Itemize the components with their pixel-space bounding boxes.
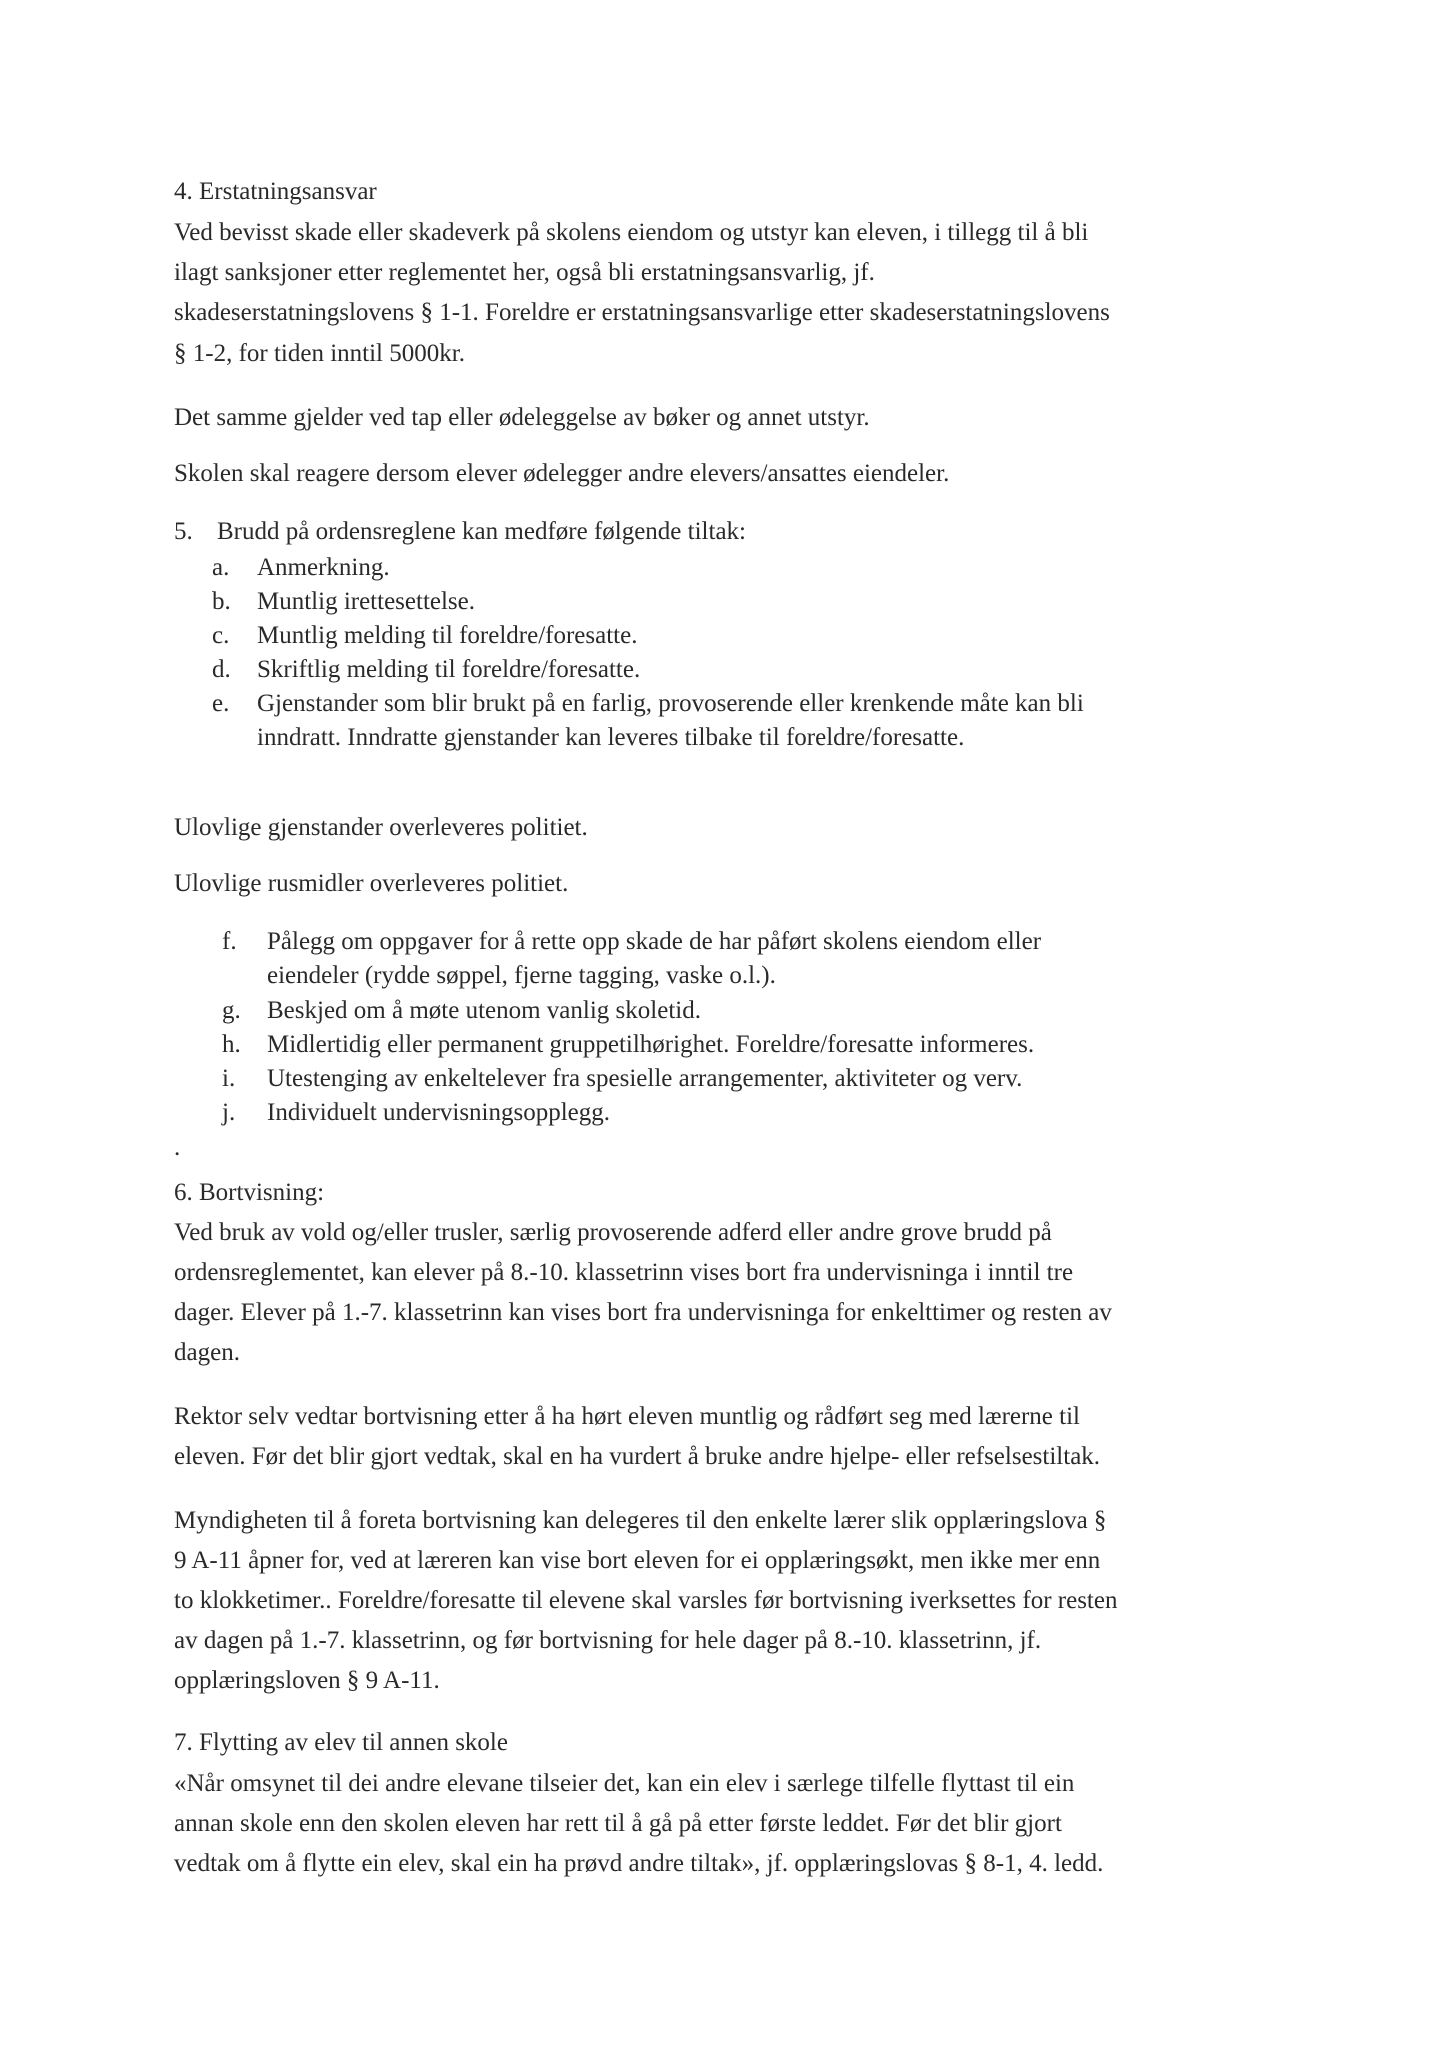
section-6-para2-line-2: eleven. Før det blir gjort vedtak, skal en ha vurdert å bruke andre hjelpe- eller refselsestiltak. [174, 1443, 1101, 1470]
list-marker-g: g. [222, 997, 241, 1024]
section-4-line-3: skadeserstatningslovens § 1-1. Foreldre er erstatningsansvarlige etter skadeserstatningslovens [174, 299, 1110, 326]
list-item-f: Pålegg om oppgaver for å rette opp skade de har påført skolens eiendom eller [267, 928, 1042, 955]
list-marker-f: f. [222, 928, 237, 955]
list-marker-h: h. [222, 1031, 241, 1058]
stray-dot: . [174, 1134, 181, 1161]
section-5-heading: Brudd på ordensreglene kan medføre følgende tiltak: [217, 518, 746, 545]
list-item-g: Beskjed om å møte utenom vanlig skoletid. [267, 997, 701, 1024]
list-item-c: Muntlig melding til foreldre/foresatte. [257, 622, 638, 649]
list-item-d: Skriftlig melding til foreldre/foresatte. [257, 656, 641, 683]
section-4-paragraph-2: Det samme gjelder ved tap eller ødeleggelse av bøker og annet utstyr. [174, 404, 870, 431]
section-4-line-2: ilagt sanksjoner etter reglementet her, også bli erstatningsansvarlig, jf. [174, 259, 875, 286]
illegal-drugs-note: Ulovlige rusmidler overleveres politiet. [174, 870, 569, 897]
list-marker-e: e. [212, 690, 230, 717]
list-marker-j: j. [222, 1099, 236, 1126]
list-item-b: Muntlig irettesettelse. [257, 588, 476, 615]
section-4-line-1: Ved bevisst skade eller skadeverk på skolens eiendom og utstyr kan eleven, i tillegg til å bli [174, 219, 1089, 246]
section-6-line-4: dagen. [174, 1339, 240, 1366]
section-4-paragraph-3: Skolen skal reagere dersom elever ødelegger andre elevers/ansattes eiendeler. [174, 460, 950, 487]
section-7-heading: 7. Flytting av elev til annen skole [174, 1729, 508, 1756]
section-6-para3-line-1: Myndigheten til å foreta bortvisning kan delegeres til den enkelte lærer slik opplæringslova § [174, 1507, 1107, 1534]
list-item-a: Anmerkning. [257, 554, 390, 581]
list-item-i: Utestenging av enkeltelever fra spesielle arrangementer, aktiviteter og verv. [267, 1065, 1023, 1092]
section-6-line-2: ordensreglementet, kan elever på 8.-10. klassetrinn vises bort fra undervisninga i inntil tre [174, 1259, 1074, 1286]
section-4-heading: 4. Erstatningsansvar [174, 178, 377, 205]
list-item-h: Midlertidig eller permanent gruppetilhørighet. Foreldre/foresatte informeres. [267, 1031, 1035, 1058]
list-item-j: Individuelt undervisningsopplegg. [267, 1099, 611, 1126]
section-6-para3-line-3: to klokketimer.. Foreldre/foresatte til elevene skal varsles før bortvisning iverksettes for resten [174, 1587, 1118, 1614]
section-6-para3-line-5: opplæringsloven § 9 A-11. [174, 1667, 440, 1694]
list-item-f-continued: eiendeler (rydde søppel, fjerne tagging, vaske o.l.). [267, 962, 776, 989]
section-6-line-1: Ved bruk av vold og/eller trusler, særlig provoserende adferd eller andre grove brudd på [174, 1219, 1052, 1246]
section-6-line-3: dager. Elever på 1.-7. klassetrinn kan vises bort fra undervisninga for enkelttimer og resten av [174, 1299, 1112, 1326]
section-5-number: 5. [174, 518, 193, 545]
section-6-para2-line-1: Rektor selv vedtar bortvisning etter å ha hørt eleven muntlig og rådført seg med lærerne til [174, 1403, 1080, 1430]
section-7-line-3: vedtak om å flytte ein elev, skal ein ha prøvd andre tiltak», jf. opplæringslovas § 8-1, 4. ledd. [174, 1850, 1104, 1877]
list-item-e: Gjenstander som blir brukt på en farlig, provoserende eller krenkende måte kan bli [257, 690, 1084, 717]
section-4-line-4: § 1-2, for tiden inntil 5000kr. [174, 340, 465, 367]
illegal-objects-note: Ulovlige gjenstander overleveres politiet. [174, 814, 588, 841]
list-marker-d: d. [212, 656, 231, 683]
list-marker-i: i. [222, 1065, 236, 1092]
list-marker-a: a. [212, 554, 230, 581]
section-6-para3-line-4: av dagen på 1.-7. klassetrinn, og før bortvisning for hele dager på 8.-10. klassetrinn, jf. [174, 1627, 1042, 1654]
section-6-heading: 6. Bortvisning: [174, 1179, 325, 1206]
section-7-line-1: «Når omsynet til dei andre elevane tilseier det, kan ein elev i særlege tilfelle flyttast til ein [174, 1770, 1075, 1797]
section-7-line-2: annan skole enn den skolen eleven har rett til å gå på etter første leddet. Før det blir gjort [174, 1810, 1062, 1837]
list-item-e-continued: inndratt. Inndratte gjenstander kan leveres tilbake til foreldre/foresatte. [257, 724, 965, 751]
section-6-para3-line-2: 9 A-11 åpner for, ved at læreren kan vise bort eleven for ei opplæringsøkt, men ikke mer enn [174, 1547, 1101, 1574]
list-marker-b: b. [212, 588, 231, 615]
list-marker-c: c. [212, 622, 230, 649]
